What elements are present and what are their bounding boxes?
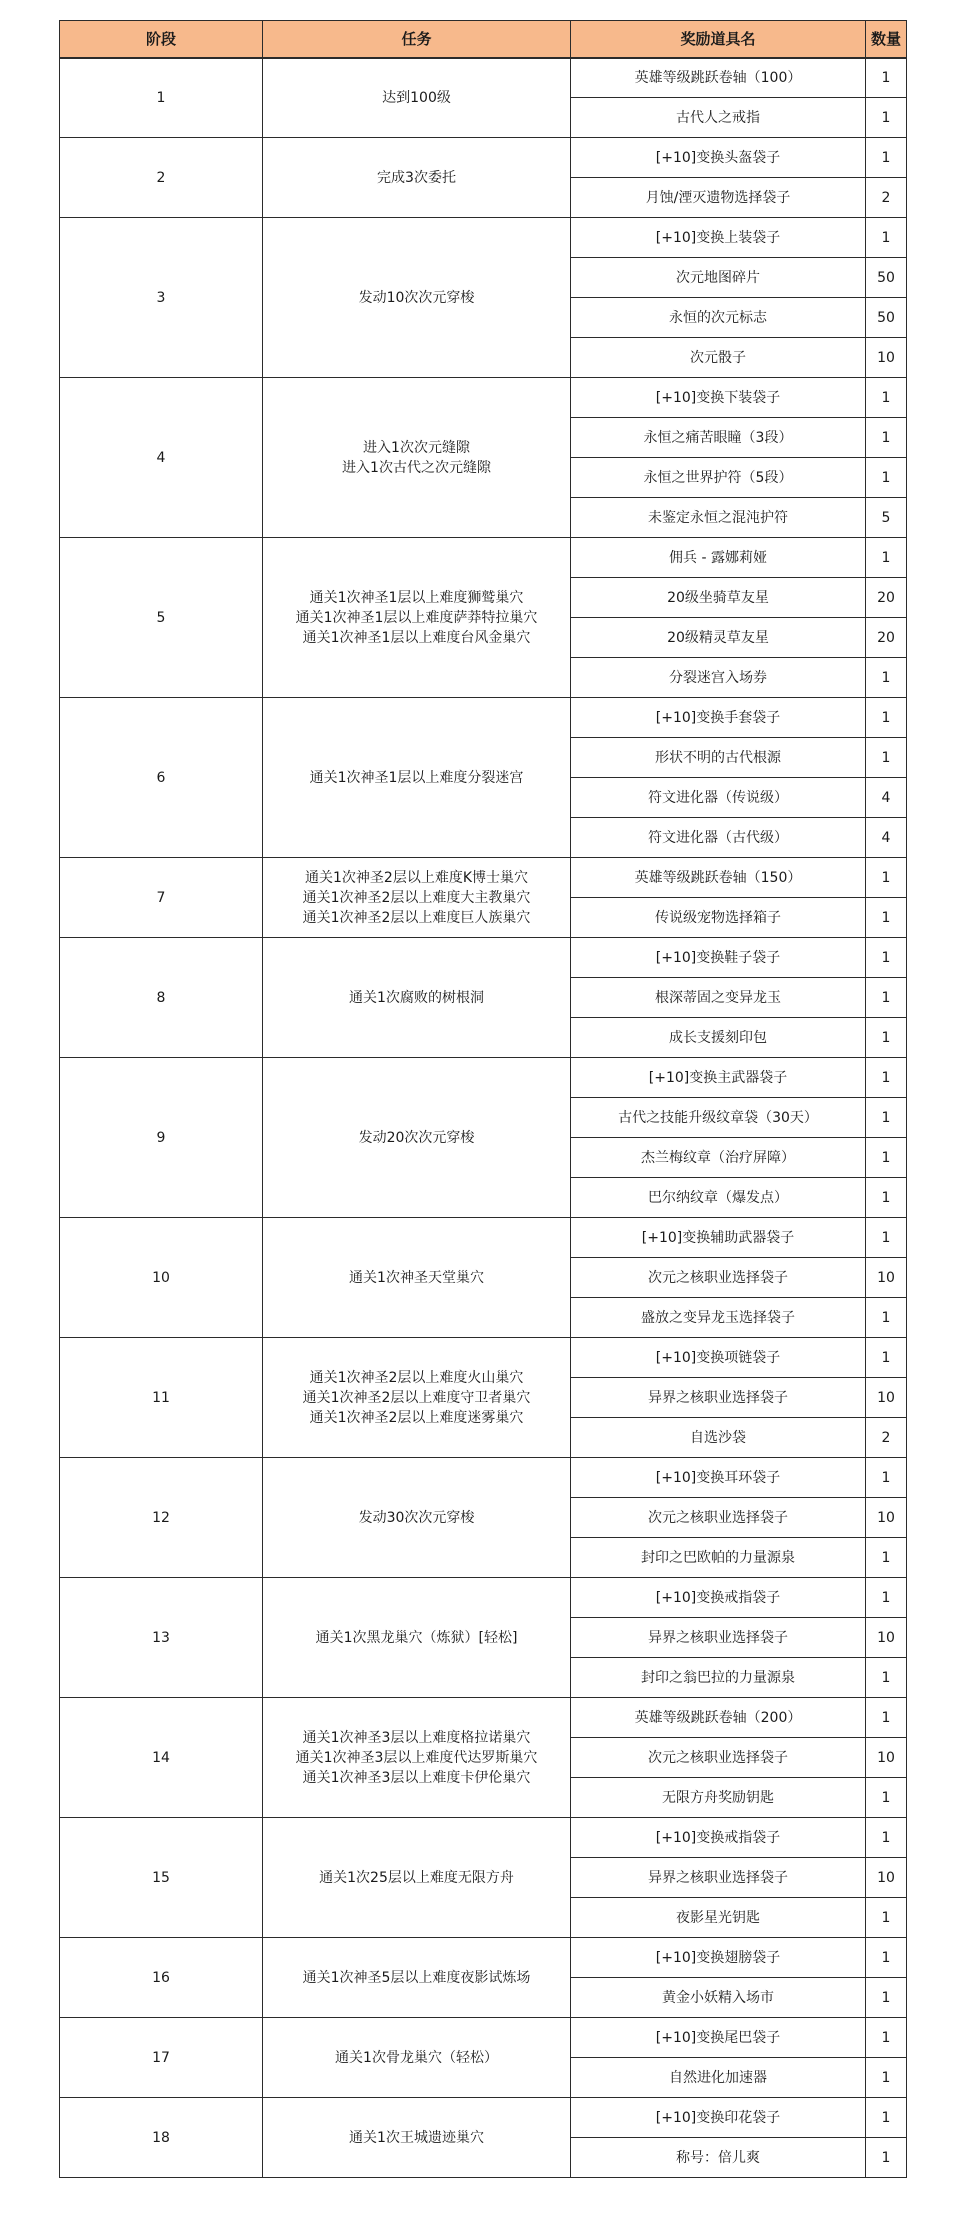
- table-row: [60, 538, 907, 578]
- quantity-cell: 1: [866, 2018, 907, 2058]
- stage-cell: 3: [60, 218, 263, 378]
- quantity-cell: 1: [866, 938, 907, 978]
- header-quantity: 数量: [866, 21, 907, 58]
- task-cell: 通关1次黑龙巢穴（炼狱）[轻松]: [263, 1578, 571, 1698]
- quantity-cell: 10: [866, 1618, 907, 1658]
- quantity-cell: 1: [866, 898, 907, 938]
- stage-cell: 18: [60, 2098, 263, 2178]
- stage-cell: 9: [60, 1058, 263, 1218]
- reward-name-cell: 英雄等级跳跃卷轴（100）: [571, 58, 866, 98]
- reward-name-cell: [+10]变换印花袋子: [571, 2098, 866, 2138]
- header-reward-name: 奖励道具名: [571, 21, 866, 58]
- quantity-cell: 1: [866, 1578, 907, 1618]
- reward-name-cell: 次元地图碎片: [571, 258, 866, 298]
- task-cell: 完成3次委托: [263, 138, 571, 218]
- quantity-cell: 10: [866, 1258, 907, 1298]
- stage-cell: 7: [60, 858, 263, 938]
- table-row: [60, 138, 907, 178]
- reward-name-cell: 根深蒂固之变异龙玉: [571, 978, 866, 1018]
- quantity-cell: 1: [866, 1658, 907, 1698]
- reward-name-cell: 次元之核职业选择袋子: [571, 1738, 866, 1778]
- reward-name-cell: 异界之核职业选择袋子: [571, 1858, 866, 1898]
- reward-name-cell: [+10]变换上装袋子: [571, 218, 866, 258]
- reward-name-cell: 永恒的次元标志: [571, 298, 866, 338]
- quantity-cell: 1: [866, 1938, 907, 1978]
- quantity-cell: 1: [866, 2098, 907, 2138]
- table-row: [60, 2098, 907, 2138]
- reward-name-cell: 夜影星光钥匙: [571, 1898, 866, 1938]
- table-row: [60, 378, 907, 418]
- quantity-cell: 1: [866, 1098, 907, 1138]
- stage-cell: 13: [60, 1578, 263, 1698]
- quantity-cell: 1: [866, 458, 907, 498]
- reward-name-cell: 杰兰梅纹章（治疗屏障）: [571, 1138, 866, 1178]
- reward-name-cell: 英雄等级跳跃卷轴（200）: [571, 1698, 866, 1738]
- task-cell: 通关1次25层以上难度无限方舟: [263, 1818, 571, 1938]
- table-row: [60, 1458, 907, 1498]
- reward-name-cell: 英雄等级跳跃卷轴（150）: [571, 858, 866, 898]
- reward-name-cell: [+10]变换戒指袋子: [571, 1578, 866, 1618]
- table-row: [60, 1338, 907, 1378]
- reward-name-cell: 次元之核职业选择袋子: [571, 1258, 866, 1298]
- table-row: [60, 1818, 907, 1858]
- reward-name-cell: 自然进化加速器: [571, 2058, 866, 2098]
- quantity-cell: 1: [866, 978, 907, 1018]
- quantity-cell: 1: [866, 858, 907, 898]
- quantity-cell: 50: [866, 258, 907, 298]
- reward-name-cell: [+10]变换尾巴袋子: [571, 2018, 866, 2058]
- table-row: [60, 938, 907, 978]
- quantity-cell: 1: [866, 1218, 907, 1258]
- quantity-cell: 1: [866, 658, 907, 698]
- task-cell: 发动20次次元穿梭: [263, 1058, 571, 1218]
- task-cell: 通关1次神圣1层以上难度分裂迷宫: [263, 698, 571, 858]
- quantity-cell: 20: [866, 578, 907, 618]
- reward-name-cell: 分裂迷宫入场券: [571, 658, 866, 698]
- header-task: 任务: [263, 21, 571, 58]
- reward-name-cell: 异界之核职业选择袋子: [571, 1618, 866, 1658]
- task-cell: 通关1次神圣天堂巢穴: [263, 1218, 571, 1338]
- quantity-cell: 1: [866, 1458, 907, 1498]
- quantity-cell: 2: [866, 178, 907, 218]
- stage-cell: 2: [60, 138, 263, 218]
- reward-name-cell: 符文进化器（古代级）: [571, 818, 866, 858]
- quantity-cell: 10: [866, 1738, 907, 1778]
- stage-cell: 1: [60, 58, 263, 138]
- task-cell: 通关1次神圣2层以上难度K博士巢穴 通关1次神圣2层以上难度大主教巢穴 通关1次神圣2层以上难度巨人族巢穴: [263, 858, 571, 938]
- reward-name-cell: 未鉴定永恒之混沌护符: [571, 498, 866, 538]
- task-cell: 发动30次次元穿梭: [263, 1458, 571, 1578]
- quantity-cell: 10: [866, 1378, 907, 1418]
- quantity-cell: 5: [866, 498, 907, 538]
- quantity-cell: 1: [866, 418, 907, 458]
- quantity-cell: 1: [866, 1058, 907, 1098]
- quantity-cell: 2: [866, 1418, 907, 1458]
- reward-name-cell: [+10]变换手套袋子: [571, 698, 866, 738]
- reward-name-cell: 次元之核职业选择袋子: [571, 1498, 866, 1538]
- quantity-cell: 1: [866, 698, 907, 738]
- quantity-cell: 1: [866, 138, 907, 178]
- quantity-cell: 4: [866, 778, 907, 818]
- stage-cell: 10: [60, 1218, 263, 1338]
- reward-name-cell: 20级精灵草友星: [571, 618, 866, 658]
- reward-name-cell: 黄金小妖精入场市: [571, 1978, 866, 2018]
- reward-table: [59, 20, 907, 2178]
- stage-cell: 12: [60, 1458, 263, 1578]
- task-cell: 发动10次次元穿梭: [263, 218, 571, 378]
- table-row: [60, 58, 907, 98]
- reward-name-cell: 佣兵 - 露娜莉娅: [571, 538, 866, 578]
- stage-cell: 16: [60, 1938, 263, 2018]
- quantity-cell: 20: [866, 618, 907, 658]
- header-stage: 阶段: [60, 21, 263, 58]
- reward-name-cell: [+10]变换主武器袋子: [571, 1058, 866, 1098]
- task-cell: 通关1次王城遗迹巢穴: [263, 2098, 571, 2178]
- reward-name-cell: [+10]变换下装袋子: [571, 378, 866, 418]
- reward-name-cell: 传说级宠物选择箱子: [571, 898, 866, 938]
- reward-name-cell: [+10]变换翅膀袋子: [571, 1938, 866, 1978]
- quantity-cell: 1: [866, 1898, 907, 1938]
- task-cell: 通关1次神圣2层以上难度火山巢穴 通关1次神圣2层以上难度守卫者巢穴 通关1次神圣2层以上难度迷雾巢穴: [263, 1338, 571, 1458]
- table-row: [60, 858, 907, 898]
- task-cell: 进入1次次元缝隙 进入1次古代之次元缝隙: [263, 378, 571, 538]
- reward-name-cell: 符文进化器（传说级）: [571, 778, 866, 818]
- table-row: [60, 698, 907, 738]
- stage-cell: 6: [60, 698, 263, 858]
- reward-name-cell: 无限方舟奖励钥匙: [571, 1778, 866, 1818]
- reward-name-cell: [+10]变换鞋子袋子: [571, 938, 866, 978]
- reward-name-cell: 永恒之世界护符（5段）: [571, 458, 866, 498]
- reward-name-cell: 次元骰子: [571, 338, 866, 378]
- quantity-cell: 1: [866, 1178, 907, 1218]
- reward-name-cell: [+10]变换辅助武器袋子: [571, 1218, 866, 1258]
- reward-name-cell: 巴尔纳纹章（爆发点）: [571, 1178, 866, 1218]
- quantity-cell: 1: [866, 378, 907, 418]
- table-row: [60, 1058, 907, 1098]
- reward-name-cell: 异界之核职业选择袋子: [571, 1378, 866, 1418]
- quantity-cell: 10: [866, 1858, 907, 1898]
- quantity-cell: 1: [866, 1338, 907, 1378]
- quantity-cell: 1: [866, 1538, 907, 1578]
- reward-name-cell: [+10]变换戒指袋子: [571, 1818, 866, 1858]
- reward-name-cell: 封印之巴欧帕的力量源泉: [571, 1538, 866, 1578]
- table-row: [60, 2018, 907, 2058]
- table-row: [60, 1218, 907, 1258]
- reward-name-cell: 永恒之痛苦眼瞳（3段）: [571, 418, 866, 458]
- quantity-cell: 1: [866, 738, 907, 778]
- table-row: [60, 1578, 907, 1618]
- quantity-cell: 1: [866, 218, 907, 258]
- task-cell: 通关1次神圣5层以上难度夜影试炼场: [263, 1938, 571, 2018]
- stage-cell: 8: [60, 938, 263, 1058]
- stage-cell: 4: [60, 378, 263, 538]
- header-row: [60, 21, 907, 58]
- stage-cell: 17: [60, 2018, 263, 2098]
- reward-name-cell: [+10]变换项链袋子: [571, 1338, 866, 1378]
- stage-cell: 15: [60, 1818, 263, 1938]
- reward-name-cell: 古代人之戒指: [571, 98, 866, 138]
- stage-cell: 5: [60, 538, 263, 698]
- quantity-cell: 10: [866, 1498, 907, 1538]
- quantity-cell: 1: [866, 538, 907, 578]
- quantity-cell: 1: [866, 1298, 907, 1338]
- quantity-cell: 1: [866, 1698, 907, 1738]
- reward-name-cell: [+10]变换耳环袋子: [571, 1458, 866, 1498]
- quantity-cell: 1: [866, 1818, 907, 1858]
- quantity-cell: 50: [866, 298, 907, 338]
- table-row: [60, 1698, 907, 1738]
- quantity-cell: 10: [866, 338, 907, 378]
- reward-name-cell: 20级坐骑草友星: [571, 578, 866, 618]
- task-cell: 通关1次神圣3层以上难度格拉诺巢穴 通关1次神圣3层以上难度代达罗斯巢穴 通关1次神圣3层以上难度卡伊伦巢穴: [263, 1698, 571, 1818]
- quantity-cell: 1: [866, 2058, 907, 2098]
- quantity-cell: 1: [866, 1978, 907, 2018]
- reward-name-cell: [+10]变换头盔袋子: [571, 138, 866, 178]
- quantity-cell: 1: [866, 1018, 907, 1058]
- table-body: [60, 58, 907, 2178]
- reward-name-cell: 自选沙袋: [571, 1418, 866, 1458]
- task-cell: 达到100级: [263, 58, 571, 138]
- table-row: [60, 218, 907, 258]
- table-row: [60, 1938, 907, 1978]
- reward-name-cell: 月蚀/湮灭遗物选择袋子: [571, 178, 866, 218]
- reward-name-cell: 形状不明的古代根源: [571, 738, 866, 778]
- task-cell: 通关1次神圣1层以上难度狮鹫巢穴 通关1次神圣1层以上难度萨莽特拉巢穴 通关1次神圣1层以上难度台风金巢穴: [263, 538, 571, 698]
- reward-name-cell: 古代之技能升级纹章袋（30天）: [571, 1098, 866, 1138]
- reward-name-cell: 称号：倍儿爽: [571, 2138, 866, 2178]
- reward-name-cell: 盛放之变异龙玉选择袋子: [571, 1298, 866, 1338]
- quantity-cell: 1: [866, 2138, 907, 2178]
- quantity-cell: 1: [866, 58, 907, 98]
- reward-name-cell: 成长支援刻印包: [571, 1018, 866, 1058]
- quantity-cell: 1: [866, 98, 907, 138]
- quantity-cell: 4: [866, 818, 907, 858]
- task-cell: 通关1次腐败的树根洞: [263, 938, 571, 1058]
- task-cell: 通关1次骨龙巢穴（轻松）: [263, 2018, 571, 2098]
- stage-cell: 11: [60, 1338, 263, 1458]
- quantity-cell: 1: [866, 1138, 907, 1178]
- stage-cell: 14: [60, 1698, 263, 1818]
- quantity-cell: 1: [866, 1778, 907, 1818]
- reward-name-cell: 封印之翁巴拉的力量源泉: [571, 1658, 866, 1698]
